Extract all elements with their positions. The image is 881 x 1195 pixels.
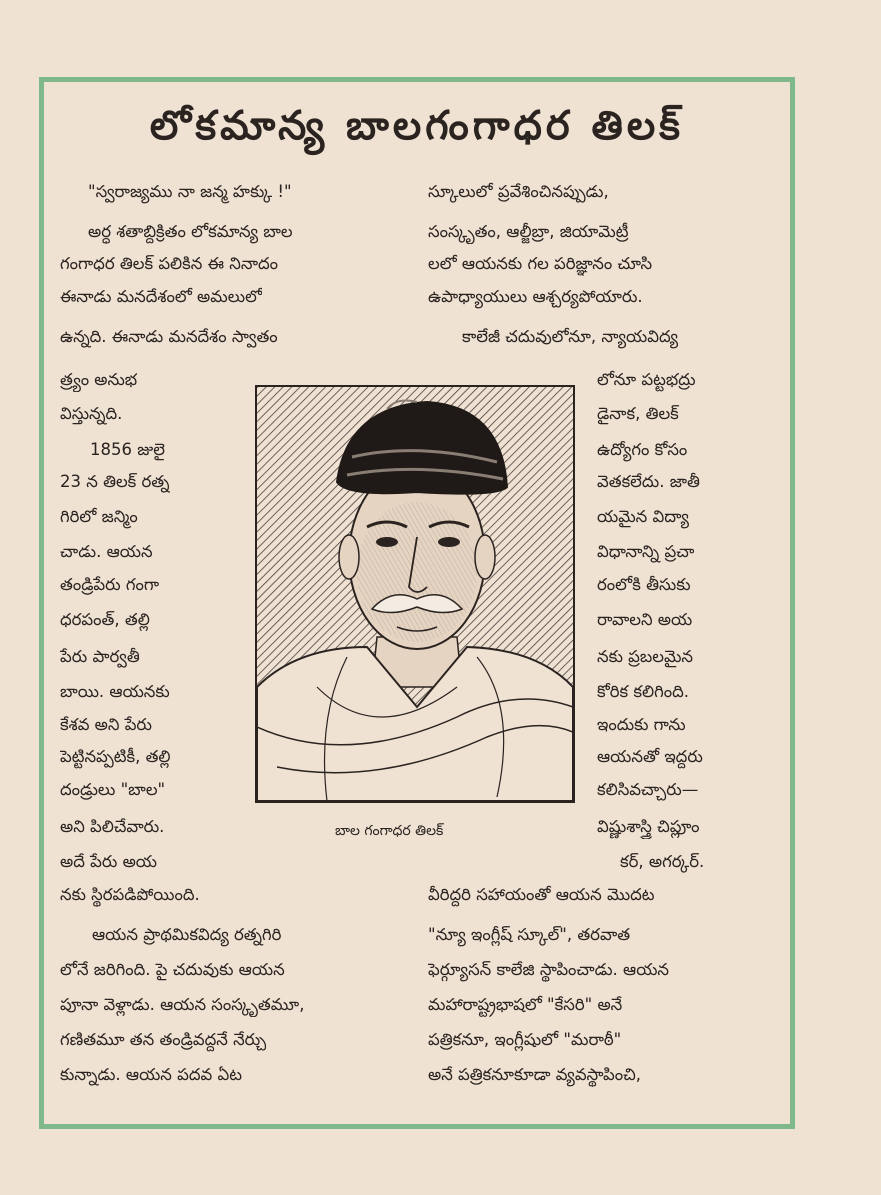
text-line: రంలోకి తీసుకు (597, 575, 691, 594)
text-line: త్ర్యం అనుభ (60, 370, 138, 389)
text-line: ఆయనతో ఇద్దరు (597, 747, 703, 766)
text-line: ధరపంత్, తల్లి (60, 610, 150, 629)
text-line: గణితమూ తన తండ్రివద్దనే నేర్చు (60, 1030, 267, 1049)
text-line: కేశవ అని పేరు (60, 715, 152, 734)
text-line: "స్వరాజ్యము నా జన్మ హక్కు !" (88, 182, 292, 201)
text-line: 23 న తిలక్ రత్న (60, 472, 170, 491)
text-line: వెతకలేదు. జాతీ (597, 472, 700, 491)
text-line: నకు ప్రబలమైన (597, 647, 693, 666)
article-title: లోకమాన్య బాలగంగాధర తిలక్ (149, 103, 685, 149)
text-line: ఇందుకు గాను (597, 715, 686, 734)
text-line: ఈనాడు మనదేశంలో అమలులో (60, 287, 263, 306)
portrait-caption: బాల గంగాధర తిలక్ (335, 823, 444, 839)
text-line: లోనూ పట్టభద్రు (597, 370, 696, 389)
text-line: ఉపాధ్యాయులు ఆశ్చర్యపోయారు. (428, 287, 643, 306)
text-line: అదే పేరు అయ (60, 852, 157, 871)
text-line: దండ్రులు "బాల" (60, 780, 166, 799)
text-line: పెట్టినప్పటికీ, తల్లి (60, 747, 171, 766)
text-line: చాడు. ఆయన (60, 542, 153, 561)
text-line: లోనే జరిగింది. పై చదువుకు ఆయన (60, 960, 285, 979)
text-line: గంగాధర తిలక్ పలికిన ఈ నినాదం (60, 254, 278, 273)
text-line: వీరిద్దరి సహాయంతో ఆయన మొదట (428, 885, 655, 904)
text-line: కోరిక కలిగింది. (597, 682, 689, 701)
text-line: "న్యూ ఇంగ్లీష్ స్కూల్", తరవాత (428, 925, 631, 944)
portrait-illustration (255, 385, 575, 803)
text-line: పేరు పార్వతీ (60, 647, 140, 666)
text-line: బాయి. ఆయనకు (60, 682, 170, 701)
text-line: కాలేజీ చదువులోనూ, న్యాయవిద్య (462, 327, 679, 346)
text-line: స్కూలులో ప్రవేశించినప్పుడు, (428, 182, 609, 201)
text-line: 1856 జులై (90, 440, 165, 459)
text-line: విస్తున్నది. (60, 404, 123, 423)
text-line: కలిసివచ్చారు— (597, 780, 699, 799)
text-line: విష్ణుశాస్త్రి చిప్లూం (597, 817, 700, 836)
text-line: మహారాష్ట్రభాషలో "కేసరి" అనే (428, 995, 623, 1014)
text-line: ఆయన ప్రాథమికవిద్య రత్నగిరి (92, 925, 282, 944)
text-line: కున్నాడు. ఆయన పదవ ఏట (60, 1065, 242, 1084)
text-line: రావాలని అయ (597, 610, 693, 629)
text-line: ఫెర్గ్యూసన్ కాలేజి స్థాపించాడు. ఆయన (428, 960, 669, 979)
text-line: పత్రికనూ, ఇంగ్లీషులో "మరాఠీ" (428, 1030, 622, 1049)
text-line: యమైన విద్యా (597, 507, 689, 526)
text-line: పూనా వెళ్లాడు. ఆయన సంస్కృతమూ, (60, 995, 305, 1014)
text-line: అని పిలిచేవారు. (60, 817, 165, 836)
text-line: ఉద్యోగం కోసం (597, 440, 688, 459)
text-line: అర్ధ శతాబ్దిక్రితం లోకమాన్య బాల (88, 222, 293, 241)
text-line: తండ్రిపేరు గంగా (60, 575, 160, 594)
text-line: ఉన్నది. ఈనాడు మనదేశం స్వాతం (60, 327, 278, 346)
text-line: డైనాక, తిలక్ (597, 404, 679, 423)
text-line: కర్, అగర్కర్. (620, 852, 705, 871)
text-line: సంస్కృతం, ఆల్జీబ్రా, జియామెట్రీ (428, 222, 629, 241)
text-line: అనే పత్రికనూకూడా వ్యవస్థాపించి, (428, 1065, 642, 1084)
text-line: విధానాన్ని ప్రచా (597, 542, 695, 561)
text-line: గిరిలో జన్మిం (60, 507, 138, 526)
portrait-drawing (257, 387, 573, 801)
text-line: లలో ఆయనకు గల పరిజ్ఞానం చూసి (428, 254, 653, 273)
text-line: నకు స్థిరపడిపోయింది. (60, 885, 200, 904)
